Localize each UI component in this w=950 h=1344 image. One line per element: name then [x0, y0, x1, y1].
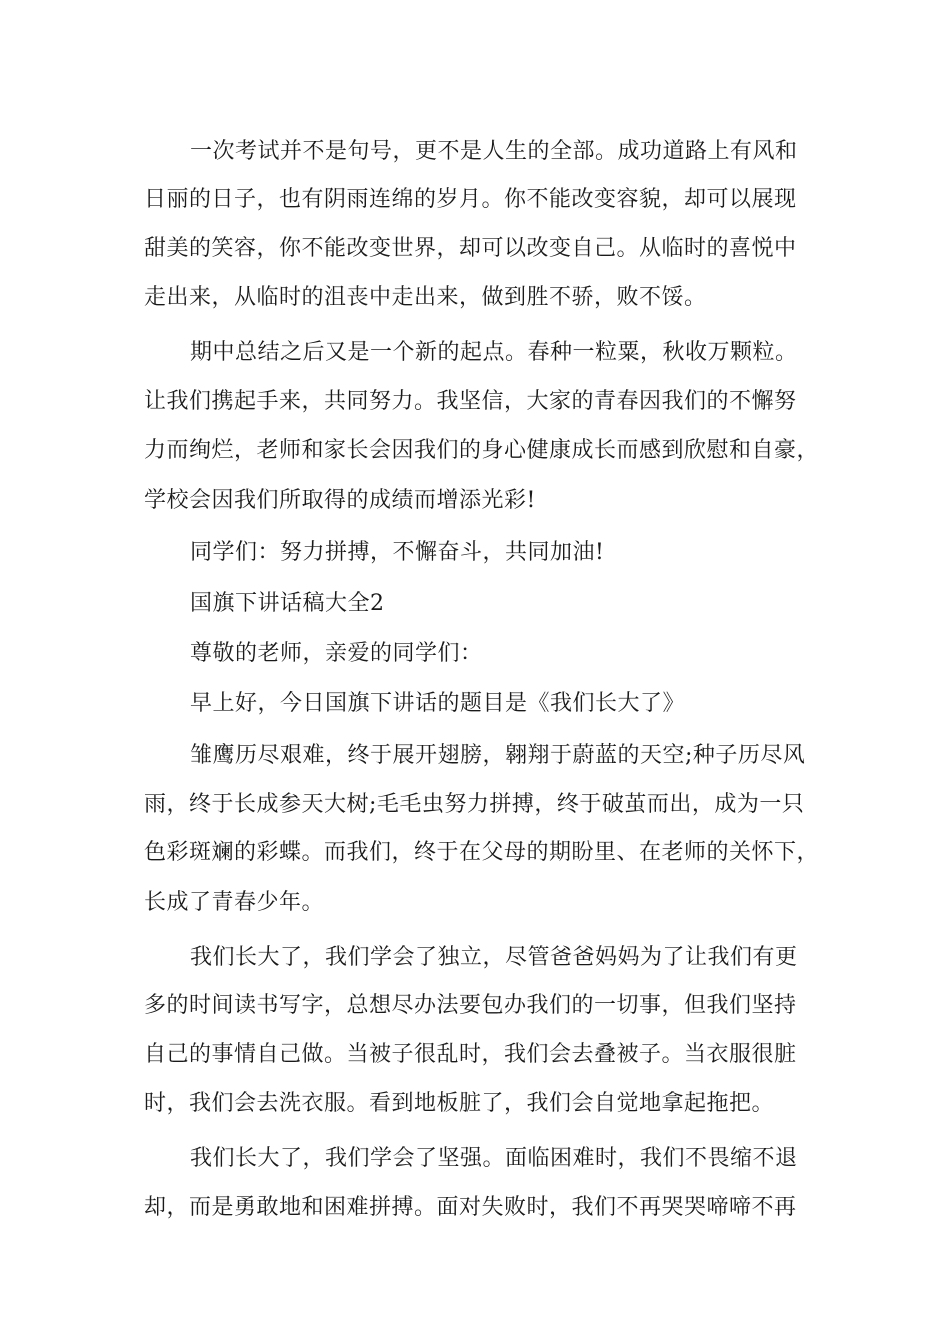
text-line: 雏鹰历尽艰难，终于展开翅膀，翱翔于蔚蓝的天空;种子历尽风 [190, 743, 806, 768]
text-line: 长成了青春少年。 [144, 890, 325, 915]
text-line: 学校会因我们所取得的成绩而增添光彩! [144, 488, 536, 513]
text-line: 色彩斑斓的彩蝶。而我们，终于在父母的期盼里、在老师的关怀下， [144, 840, 820, 865]
text-line: 一次考试并不是句号，更不是人生的全部。成功道路上有风和 [190, 139, 798, 164]
text-line: 多的时间读书写字，总想尽办法要包办我们的一切事，但我们坚持 [144, 993, 797, 1018]
text-line: 力而绚烂，老师和家长会因我们的身心健康成长而感到欣慰和自豪， [144, 438, 820, 463]
section-heading: 国旗下讲话稿大全2 [190, 591, 385, 616]
text-line: 我们长大了，我们学会了坚强。面临困难时，我们不畏缩不退 [190, 1146, 798, 1171]
text-line: 时，我们会去洗衣服。看到地板脏了，我们会自觉地拿起拖把。 [144, 1091, 775, 1116]
text-line: 雨，终于长成参天大树;毛毛虫努力拼搏，终于破茧而出，成为一只 [144, 792, 805, 817]
text-line: 同学们：努力拼搏，不懈奋斗，共同加油! [190, 540, 605, 565]
text-line: 让我们携起手来，共同努力。我坚信，大家的青春因我们的不懈努 [144, 389, 797, 414]
text-line: 却，而是勇敢地和困难拼搏。面对失败时，我们不再哭哭啼啼不再 [144, 1195, 797, 1220]
text-line: 尊敬的老师，亲爱的同学们： [190, 641, 483, 666]
text-line: 日丽的日子，也有阴雨连绵的岁月。你不能改变容貌，却可以展现 [144, 187, 797, 212]
text-line: 早上好，今日国旗下讲话的题目是《我们长大了》 [190, 691, 686, 716]
text-line: 走出来，从临时的沮丧中走出来，做到胜不骄，败不馁。 [144, 285, 707, 310]
text-line: 我们长大了，我们学会了独立，尽管爸爸妈妈为了让我们有更 [190, 945, 798, 970]
text-line: 自己的事情自己做。当被子很乱时，我们会去叠被子。当衣服很脏 [144, 1042, 797, 1067]
text-line: 期中总结之后又是一个新的起点。春种一粒粟，秋收万颗粒。 [190, 340, 798, 365]
text-line: 甜美的笑容，你不能改变世界，却可以改变自己。从临时的喜悦中 [144, 236, 797, 261]
